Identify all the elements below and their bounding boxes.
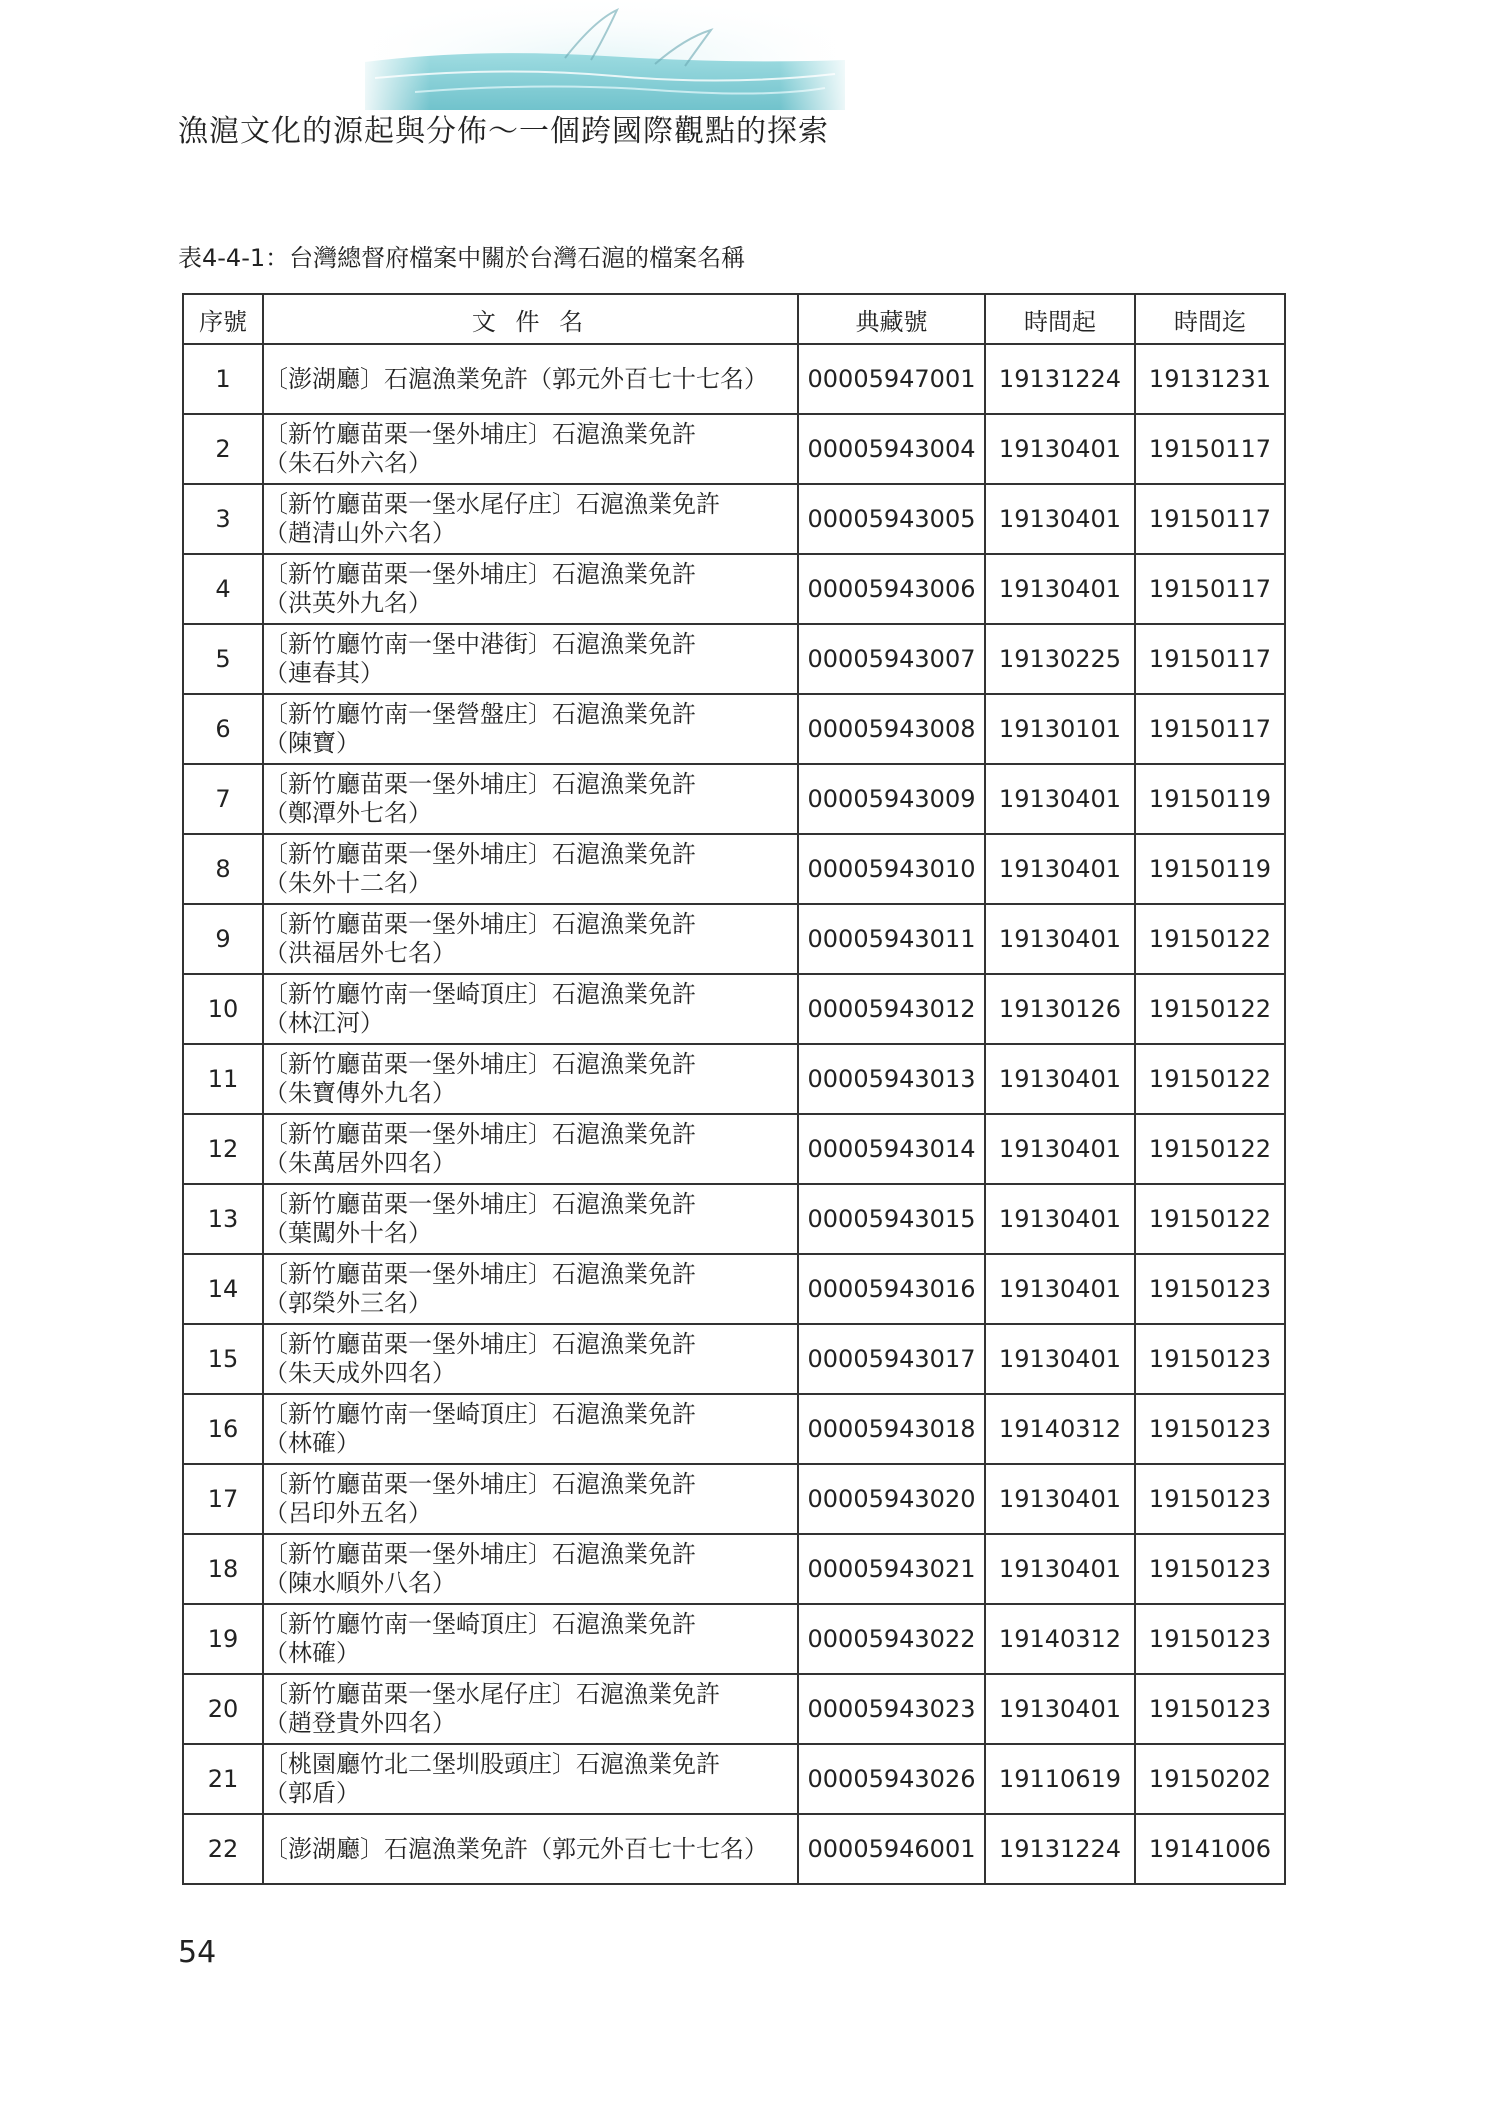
cell-date-start: 19131224 [985, 344, 1135, 414]
cell-archive-id: 00005943004 [798, 414, 985, 484]
cell-date-end: 19131231 [1135, 344, 1285, 414]
cell-document-name [263, 414, 798, 484]
cell-archive-id: 00005943013 [798, 1044, 985, 1114]
cell-date-start: 19130401 [985, 1534, 1135, 1604]
cell-archive-id: 00005943006 [798, 554, 985, 624]
document-name-line: （林江河） [264, 1009, 384, 1037]
cell-date-start: 19130401 [985, 1114, 1135, 1184]
document-name-line: （陳寶） [264, 729, 360, 757]
cell-date-start: 19130401 [985, 764, 1135, 834]
document-name-line: 〔新竹廳苗栗一堡外埔庄〕石滬漁業免許 [264, 1260, 696, 1288]
document-name-line: 〔新竹廳竹南一堡崎頂庄〕石滬漁業免許 [264, 980, 696, 1008]
cell-date-start: 19131224 [985, 1814, 1135, 1884]
cell-date-end: 19150123 [1135, 1674, 1285, 1744]
page-number: 54 [178, 1935, 217, 1970]
document-name-line: 〔新竹廳竹南一堡崎頂庄〕石滬漁業免許 [264, 1610, 696, 1638]
cell-date-end: 19150122 [1135, 974, 1285, 1044]
cell-seq: 3 [183, 484, 263, 554]
cell-date-start: 19140312 [985, 1394, 1135, 1464]
cell-date-end: 19150122 [1135, 904, 1285, 974]
document-name-line: 〔桃園廳竹北二堡圳股頭庄〕石滬漁業免許 [264, 1750, 720, 1778]
cell-date-end: 19150122 [1135, 1044, 1285, 1114]
cell-seq: 5 [183, 624, 263, 694]
cell-seq: 21 [183, 1744, 263, 1814]
cell-document-name [263, 764, 798, 834]
document-name-line: （洪英外九名） [264, 589, 432, 617]
table-header-row [183, 294, 1285, 344]
cell-date-end: 19150123 [1135, 1254, 1285, 1324]
document-name-line: 〔新竹廳苗栗一堡外埔庄〕石滬漁業免許 [264, 560, 696, 588]
document-name-line: （鄭潭外七名） [264, 799, 432, 827]
cell-seq: 20 [183, 1674, 263, 1744]
cell-archive-id: 00005943015 [798, 1184, 985, 1254]
cell-date-end: 19150123 [1135, 1324, 1285, 1394]
document-name-line: 〔新竹廳苗栗一堡外埔庄〕石滬漁業免許 [264, 1190, 696, 1218]
cell-archive-id: 00005943007 [798, 624, 985, 694]
cell-archive-id: 00005943023 [798, 1674, 985, 1744]
cell-seq: 6 [183, 694, 263, 764]
document-name-line: （趙登貴外四名） [264, 1709, 456, 1737]
table-row [183, 1534, 1285, 1604]
cell-archive-id: 00005943018 [798, 1394, 985, 1464]
cell-document-name [263, 1604, 798, 1674]
seascape-illustration [355, 0, 855, 110]
cell-document-name [263, 1394, 798, 1464]
table-row [183, 624, 1285, 694]
cell-date-start: 19130401 [985, 904, 1135, 974]
cell-date-end: 19150117 [1135, 554, 1285, 624]
cell-document-name [263, 1744, 798, 1814]
cell-date-start: 19130401 [985, 1674, 1135, 1744]
cell-seq: 13 [183, 1184, 263, 1254]
document-name-line: （郭盾） [264, 1779, 360, 1807]
cell-archive-id: 00005943016 [798, 1254, 985, 1324]
cell-seq: 14 [183, 1254, 263, 1324]
document-name-line: 〔新竹廳苗栗一堡外埔庄〕石滬漁業免許 [264, 1050, 696, 1078]
document-name-line: （陳水順外八名） [264, 1569, 456, 1597]
cell-date-end: 19150123 [1135, 1394, 1285, 1464]
cell-document-name [263, 694, 798, 764]
cell-date-start: 19130101 [985, 694, 1135, 764]
cell-document-name [263, 624, 798, 694]
cell-seq: 11 [183, 1044, 263, 1114]
cell-seq: 9 [183, 904, 263, 974]
cell-document-name [263, 1044, 798, 1114]
document-name-line: 〔新竹廳苗栗一堡外埔庄〕石滬漁業免許 [264, 770, 696, 798]
cell-seq: 4 [183, 554, 263, 624]
table-row [183, 1254, 1285, 1324]
cell-archive-id: 00005943011 [798, 904, 985, 974]
document-name-line: （林確） [264, 1429, 360, 1457]
document-name-line: （連春其） [264, 659, 384, 687]
cell-date-start: 19110619 [985, 1744, 1135, 1814]
cell-seq: 16 [183, 1394, 263, 1464]
table-row [183, 1114, 1285, 1184]
document-name-line: 〔新竹廳苗栗一堡外埔庄〕石滬漁業免許 [264, 910, 696, 938]
document-name-line: 〔新竹廳苗栗一堡外埔庄〕石滬漁業免許 [264, 1470, 696, 1498]
table-row [183, 1674, 1285, 1744]
cell-document-name [263, 554, 798, 624]
document-name-line: （朱萬居外四名） [264, 1149, 456, 1177]
column-header-name: 文 件 名 [263, 294, 798, 344]
cell-date-start: 19130401 [985, 484, 1135, 554]
table-row [183, 1394, 1285, 1464]
document-name-line: （洪福居外七名） [264, 939, 456, 967]
cell-date-start: 19140312 [985, 1604, 1135, 1674]
cell-archive-id: 00005943022 [798, 1604, 985, 1674]
cell-archive-id: 00005943005 [798, 484, 985, 554]
document-name-line: （朱寶傳外九名） [264, 1079, 456, 1107]
table-row [183, 344, 1285, 414]
cell-date-end: 19150202 [1135, 1744, 1285, 1814]
cell-date-end: 19150117 [1135, 414, 1285, 484]
table-row [183, 1464, 1285, 1534]
document-name-line: 〔新竹廳竹南一堡崎頂庄〕石滬漁業免許 [264, 1400, 696, 1428]
cell-date-end: 19141006 [1135, 1814, 1285, 1884]
cell-archive-id: 00005943026 [798, 1744, 985, 1814]
column-header-end: 時間迄 [1135, 294, 1285, 344]
cell-date-start: 19130126 [985, 974, 1135, 1044]
cell-seq: 10 [183, 974, 263, 1044]
header-seascape-art [355, 0, 855, 110]
cell-seq: 1 [183, 344, 263, 414]
cell-archive-id: 00005943008 [798, 694, 985, 764]
cell-document-name [263, 834, 798, 904]
document-name-line: 〔新竹廳竹南一堡中港街〕石滬漁業免許 [264, 630, 696, 658]
document-name-line: （朱外十二名） [264, 869, 432, 897]
document-name-line: （趙清山外六名） [264, 519, 456, 547]
table-body [183, 344, 1285, 1884]
document-name-line: 〔新竹廳竹南一堡營盤庄〕石滬漁業免許 [264, 700, 696, 728]
cell-document-name [263, 484, 798, 554]
cell-seq: 12 [183, 1114, 263, 1184]
table-row [183, 764, 1285, 834]
column-header-id: 典藏號 [798, 294, 985, 344]
table-row [183, 1744, 1285, 1814]
document-name-line: （林確） [264, 1639, 360, 1667]
cell-document-name [263, 1674, 798, 1744]
cell-date-end: 19150117 [1135, 694, 1285, 764]
table-row [183, 1044, 1285, 1114]
cell-date-end: 19150122 [1135, 1184, 1285, 1254]
document-name-line: 〔新竹廳苗栗一堡外埔庄〕石滬漁業免許 [264, 420, 696, 448]
document-name-line: 〔新竹廳苗栗一堡外埔庄〕石滬漁業免許 [264, 840, 696, 868]
cell-date-end: 19150123 [1135, 1534, 1285, 1604]
cell-archive-id: 00005943012 [798, 974, 985, 1044]
cell-date-start: 19130401 [985, 1184, 1135, 1254]
cell-archive-id: 00005943010 [798, 834, 985, 904]
document-name-line: 〔新竹廳苗栗一堡外埔庄〕石滬漁業免許 [264, 1540, 696, 1568]
cell-document-name [263, 1464, 798, 1534]
table-row [183, 904, 1285, 974]
cell-seq: 2 [183, 414, 263, 484]
table-row [183, 1324, 1285, 1394]
document-name-line: 〔澎湖廳〕石滬漁業免許（郭元外百七十七名） [264, 1834, 768, 1863]
document-name-line: （朱石外六名） [264, 449, 432, 477]
cell-document-name [263, 1254, 798, 1324]
cell-archive-id: 00005943014 [798, 1114, 985, 1184]
cell-document-name [263, 1534, 798, 1604]
cell-date-start: 19130401 [985, 1044, 1135, 1114]
cell-document-name [263, 344, 798, 414]
table-row [183, 554, 1285, 624]
cell-date-end: 19150122 [1135, 1114, 1285, 1184]
cell-seq: 8 [183, 834, 263, 904]
cell-date-start: 19130225 [985, 624, 1135, 694]
cell-document-name [263, 1324, 798, 1394]
cell-seq: 15 [183, 1324, 263, 1394]
archive-table [182, 293, 1286, 1885]
cell-archive-id: 00005943009 [798, 764, 985, 834]
cell-date-start: 19130401 [985, 1324, 1135, 1394]
cell-date-start: 19130401 [985, 414, 1135, 484]
table-caption: 表4-4-1：台灣總督府檔案中關於台灣石滬的檔案名稱 [178, 244, 746, 272]
table-row [183, 1184, 1285, 1254]
cell-archive-id: 00005947001 [798, 344, 985, 414]
table-row [183, 834, 1285, 904]
cell-date-start: 19130401 [985, 554, 1135, 624]
cell-seq: 19 [183, 1604, 263, 1674]
document-name-line: 〔新竹廳苗栗一堡水尾仔庄〕石滬漁業免許 [264, 490, 720, 518]
cell-date-start: 19130401 [985, 1254, 1135, 1324]
cell-date-end: 19150117 [1135, 484, 1285, 554]
document-name-line: 〔澎湖廳〕石滬漁業免許（郭元外百七十七名） [264, 364, 768, 393]
document-name-line: （郭榮外三名） [264, 1289, 432, 1317]
table-row [183, 484, 1285, 554]
table-row [183, 414, 1285, 484]
cell-document-name [263, 904, 798, 974]
cell-date-end: 19150117 [1135, 624, 1285, 694]
cell-document-name [263, 1814, 798, 1884]
document-name-line: （呂印外五名） [264, 1499, 432, 1527]
document-name-line: 〔新竹廳苗栗一堡外埔庄〕石滬漁業免許 [264, 1120, 696, 1148]
column-header-start: 時間起 [985, 294, 1135, 344]
cell-archive-id: 00005943017 [798, 1324, 985, 1394]
cell-seq: 18 [183, 1534, 263, 1604]
cell-date-end: 19150123 [1135, 1464, 1285, 1534]
cell-document-name [263, 1114, 798, 1184]
cell-seq: 7 [183, 764, 263, 834]
cell-date-end: 19150123 [1135, 1604, 1285, 1674]
table-row [183, 1814, 1285, 1884]
cell-date-end: 19150119 [1135, 834, 1285, 904]
cell-document-name [263, 1184, 798, 1254]
table-row [183, 1604, 1285, 1674]
running-title: 漁滬文化的源起與分佈～一個跨國際觀點的探索 [178, 114, 829, 149]
cell-date-end: 19150119 [1135, 764, 1285, 834]
cell-archive-id: 00005943021 [798, 1534, 985, 1604]
table-row [183, 694, 1285, 764]
document-name-line: 〔新竹廳苗栗一堡水尾仔庄〕石滬漁業免許 [264, 1680, 720, 1708]
column-header-seq: 序號 [183, 294, 263, 344]
cell-seq: 17 [183, 1464, 263, 1534]
cell-archive-id: 00005946001 [798, 1814, 985, 1884]
cell-date-start: 19130401 [985, 1464, 1135, 1534]
table-row [183, 974, 1285, 1044]
document-name-line: （葉闖外十名） [264, 1219, 432, 1247]
document-name-line: （朱天成外四名） [264, 1359, 456, 1387]
cell-date-start: 19130401 [985, 834, 1135, 904]
cell-archive-id: 00005943020 [798, 1464, 985, 1534]
cell-document-name [263, 974, 798, 1044]
cell-seq: 22 [183, 1814, 263, 1884]
document-name-line: 〔新竹廳苗栗一堡外埔庄〕石滬漁業免許 [264, 1330, 696, 1358]
